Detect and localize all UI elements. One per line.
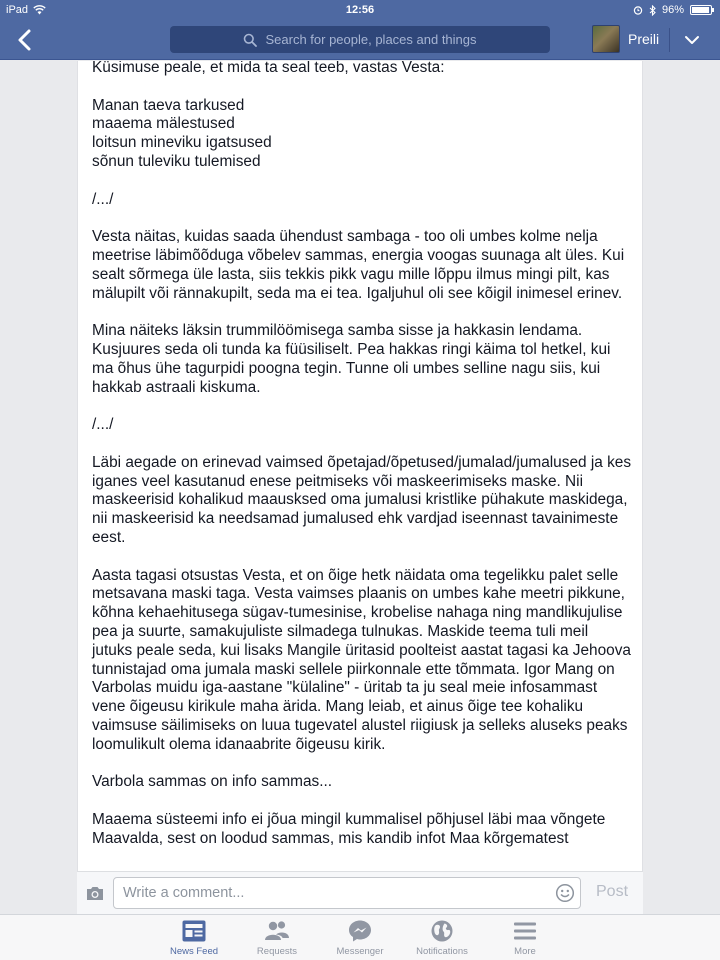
- tab-notifications[interactable]: [407, 919, 477, 957]
- messenger-icon: [347, 919, 373, 943]
- post-paragraph: Mina näiteks läksin trummilöömisega samba sisse ja hakkasin lendama. Kusjuures seda oli tunda ka füüsiliselt. Pea hakkas ringi käima tol hetkel, kui ma õhus ühe tagurpidi poogna tegin. Tunne oli umbes selline nagu siis, kui hakkab astraali kiskuma.: [92, 322, 611, 396]
- post-paragraph: /.../: [92, 416, 114, 434]
- menu-icon: [512, 919, 538, 943]
- news-feed-icon: [181, 919, 207, 943]
- status-right: [633, 4, 712, 16]
- post-paragraph: Küsimuse peale, et mida ta seal teeb, vastas Vesta:: [92, 61, 445, 76]
- post-paragraph: Maaema süsteemi info ei jõua mingil kummalisel põhjusel läbi maa võngete Maavalda, sest on loodud sammas, mis kandib infot Maa kõrgematest: [92, 810, 606, 847]
- search-placeholder: Search for people, places and things: [265, 32, 477, 47]
- search-bar[interactable]: [170, 26, 550, 53]
- tab-more[interactable]: [490, 919, 560, 957]
- tab-bar: [0, 914, 720, 960]
- globe-icon: [429, 919, 455, 943]
- avatar: [592, 25, 620, 53]
- bluetooth-icon: [649, 5, 656, 16]
- friends-icon: [264, 919, 290, 943]
- battery-percent: 96%: [661, 4, 684, 16]
- chevron-down-icon[interactable]: [684, 32, 700, 48]
- nav-divider: [669, 28, 670, 52]
- post-paragraph: Manan taeva tarkused maaema mälestused loitsun mineviku igatsused sõnun tuleviku tulemised: [92, 96, 272, 170]
- tab-label: More: [514, 946, 536, 957]
- tab-label: News Feed: [169, 946, 219, 957]
- tab-news-feed[interactable]: [159, 919, 229, 957]
- post-paragraph: Varbola sammas on info sammas...: [92, 773, 333, 791]
- back-chevron-icon[interactable]: [14, 28, 36, 52]
- post-content: [77, 61, 643, 871]
- post-button[interactable]: Post: [596, 883, 629, 900]
- device-name: iPad: [6, 4, 29, 16]
- post-paragraph: Aasta tagasi otsustas Vesta, et on õige hetk näidata oma tegelikku palet selle metsavana maski taga. Vesta vaimses plaanis on umbes kahe meetri pikkune, kõhna kehaehitusega sügav-tumesinise, krobelise nahaga ning mandlikujulise pea ja suurte, samakujuliste silmadega tulnukas. Maskide teema tuli meil jutuks peale seda, kui lisaks Mangile üritasid poolteist aastat tagasi ka Jehoova tunnistajad oma jumala maski sellele piirkonnale ette tõmmata. Igor Mang on Varbolas muidu iga-aastane "külaline" - üritab ta ju seal meie infosammast vene õigeusu kirikule maha ärida. Mang leiab, et ainus õige tee kohaliku vaimsuse säilimiseks on luua tugevatel alustel riigiusk ja selleks aluseks peaks loomulikult olema idanaabrite õigeusu kirik.: [92, 566, 631, 753]
- comment-input[interactable]: [113, 877, 581, 909]
- battery-icon: [690, 5, 712, 15]
- tab-label: Notifications: [416, 946, 468, 957]
- search-icon: [243, 33, 257, 47]
- smiley-icon[interactable]: [555, 883, 575, 903]
- tab-requests[interactable]: [242, 919, 312, 957]
- battery-level: [692, 7, 709, 13]
- profile-name: Preili: [628, 31, 660, 47]
- tab-label: Messenger: [336, 946, 384, 957]
- post-text: [92, 61, 632, 867]
- post-paragraph: /.../: [92, 190, 114, 208]
- profile-link[interactable]: [592, 25, 659, 53]
- clock: 12:56: [345, 4, 375, 16]
- status-bar: [0, 0, 720, 20]
- alarm-icon: [633, 5, 643, 15]
- comment-bar: [77, 871, 643, 914]
- post-paragraph: Vesta näitas, kuidas saada ühendust sambaga - too oli umbes kolme nelja meetrise läbimõõduga võbelev sammas, energia voogas suunaga alt üles. Kui sealt sõrmega üle lasta, siis tekkis pikk vagu mille lõppu ilmus mingi pilt, kas mälupilt või rännakupilt, seda ma ei tea. Igaljuhul oli see kõigil inimesel erinev.: [92, 228, 625, 302]
- post-paragraph: Läbi aegade on erinevad vaimsed õpetajad/õpetused/jumalad/jumalused ja kes iganes veel kasutanud enese peitmiseks või maskeerimiseks maske. Nii maskeerisid kohalikud maausksed oma jumalusi kristlike pühakute maskidega, nii maskeerisid ka needsamad jumalused ehk vardjad iseennast tavainimeste eest.: [92, 453, 632, 546]
- tab-label: Requests: [256, 946, 298, 957]
- camera-icon[interactable]: [85, 884, 105, 902]
- tab-messenger[interactable]: [325, 919, 395, 957]
- nav-bar: [0, 20, 720, 60]
